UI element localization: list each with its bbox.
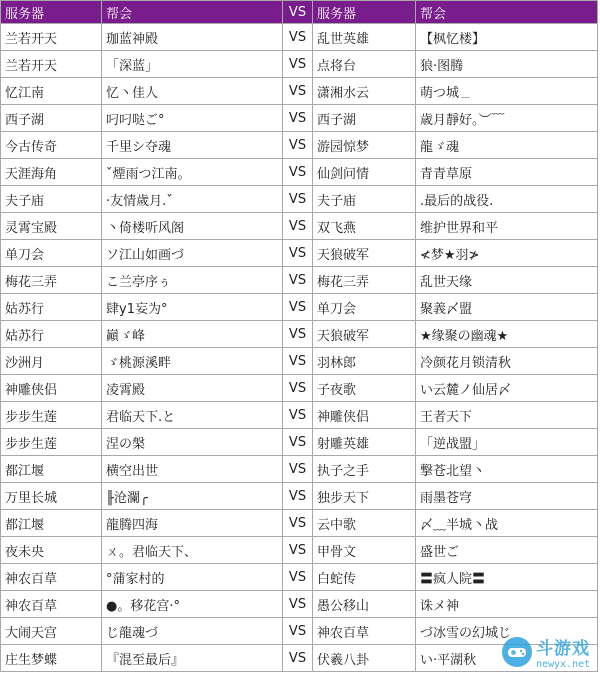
- header-row: [1, 1, 598, 24]
- cell-guild-right: い·平湖秋: [416, 645, 598, 672]
- cell-guild-right: ★缘聚の幽魂★: [416, 321, 598, 348]
- cell-server-right: 乱世英雄: [313, 24, 416, 51]
- cell-vs: VS: [283, 429, 313, 456]
- cell-server-left: 灵霄宝殿: [1, 213, 102, 240]
- cell-guild-left: ㄨ。君临天下、: [102, 537, 283, 564]
- cell-guild-left: 凌霄殿: [102, 375, 283, 402]
- watermark-url: newyx.net: [536, 659, 591, 670]
- cell-vs: VS: [283, 51, 313, 78]
- cell-server-right: 点将台: [313, 51, 416, 78]
- table-row: [1, 186, 598, 213]
- cell-server-right: 甲骨文: [313, 537, 416, 564]
- cell-server-left: 西子湖: [1, 105, 102, 132]
- cell-guild-left: 巓ゞ峰: [102, 321, 283, 348]
- cell-guild-left: 珈蓝神殿: [102, 24, 283, 51]
- cell-guild-right: .最后的战役.: [416, 186, 598, 213]
- cell-server-right: 神农百草: [313, 618, 416, 645]
- cell-server-left: 忆江南: [1, 78, 102, 105]
- cell-guild-left: 「深蓝」: [102, 51, 283, 78]
- cell-vs: VS: [283, 483, 313, 510]
- cell-server-left: 大闹天宫: [1, 618, 102, 645]
- cell-guild-right: 乱世天缘: [416, 267, 598, 294]
- cell-server-left: 兰若开天: [1, 51, 102, 78]
- cell-vs: VS: [283, 321, 313, 348]
- cell-guild-right: 盛世ご: [416, 537, 598, 564]
- table-row: [1, 51, 598, 78]
- cell-guild-left: 龍腾四海: [102, 510, 283, 537]
- table-row: [1, 483, 598, 510]
- cell-guild-left: 忆丶佳人: [102, 78, 283, 105]
- cell-server-right: 游园惊梦: [313, 132, 416, 159]
- table-row: [1, 348, 598, 375]
- cell-guild-left: じ龍魂づ: [102, 618, 283, 645]
- cell-guild-right: 王者天下: [416, 402, 598, 429]
- cell-vs: VS: [283, 510, 313, 537]
- cell-guild-left: 丶倚楼听风阁: [102, 213, 283, 240]
- header-vs: VS: [283, 1, 313, 24]
- cell-server-left: 神雕侠侣: [1, 375, 102, 402]
- cell-guild-right: 诛メ神: [416, 591, 598, 618]
- table-row: [1, 402, 598, 429]
- cell-vs: VS: [283, 132, 313, 159]
- cell-vs: VS: [283, 78, 313, 105]
- cell-server-right: 射雕英雄: [313, 429, 416, 456]
- cell-vs: VS: [283, 240, 313, 267]
- cell-guild-right: 维护世界和平: [416, 213, 598, 240]
- table-row: [1, 213, 598, 240]
- cell-vs: VS: [283, 24, 313, 51]
- table-row: [1, 132, 598, 159]
- table-row: [1, 321, 598, 348]
- gamepad-logo-icon: [500, 635, 534, 669]
- cell-vs: VS: [283, 537, 313, 564]
- cell-vs: VS: [283, 105, 313, 132]
- cell-server-left: 神农百草: [1, 591, 102, 618]
- cell-server-left: 都江堰: [1, 456, 102, 483]
- cell-guild-right: 「逆战盟」: [416, 429, 598, 456]
- header-server-left: 服务器: [1, 1, 102, 24]
- cell-server-left: 兰若开天: [1, 24, 102, 51]
- table-row: [1, 510, 598, 537]
- cell-guild-left: 『混至最后』: [102, 645, 283, 672]
- cell-server-left: 姑苏行: [1, 294, 102, 321]
- cell-server-left: 万里长城: [1, 483, 102, 510]
- cell-guild-left: こ兰亭序ぅ: [102, 267, 283, 294]
- cell-server-left: 步步生莲: [1, 402, 102, 429]
- cell-vs: VS: [283, 564, 313, 591]
- cell-server-right: 天狼破军: [313, 240, 416, 267]
- cell-guild-right: 青青草原: [416, 159, 598, 186]
- cell-server-left: 庄生梦蝶: [1, 645, 102, 672]
- cell-guild-left: ˇ煙雨つ江南。: [102, 159, 283, 186]
- cell-server-right: 梅花三弄: [313, 267, 416, 294]
- cell-server-right: 双飞燕: [313, 213, 416, 240]
- cell-server-right: 独步天下: [313, 483, 416, 510]
- cell-vs: VS: [283, 159, 313, 186]
- table-row: [1, 375, 598, 402]
- table-row: [1, 294, 598, 321]
- cell-vs: VS: [283, 456, 313, 483]
- cell-vs: VS: [283, 267, 313, 294]
- table-row: [1, 591, 598, 618]
- cell-server-left: 今古传奇: [1, 132, 102, 159]
- table-row: [1, 105, 598, 132]
- cell-guild-right: 雨墨苍穹: [416, 483, 598, 510]
- cell-server-left: 单刀会: [1, 240, 102, 267]
- table-row: [1, 564, 598, 591]
- cell-server-right: 神雕侠侣: [313, 402, 416, 429]
- cell-server-right: 伏羲八卦: [313, 645, 416, 672]
- cell-server-left: 夜未央: [1, 537, 102, 564]
- cell-server-right: 云中歌: [313, 510, 416, 537]
- cell-guild-right: 【枫忆楼】: [416, 24, 598, 51]
- cell-guild-right: 聚義〆盟: [416, 294, 598, 321]
- cell-guild-right: い云麓ノ仙居〆: [416, 375, 598, 402]
- cell-vs: VS: [283, 348, 313, 375]
- table-row: [1, 429, 598, 456]
- cell-server-left: 沙洲月: [1, 348, 102, 375]
- cell-vs: VS: [283, 591, 313, 618]
- cell-server-left: 步步生莲: [1, 429, 102, 456]
- table-row: [1, 456, 598, 483]
- site-watermark: [500, 632, 596, 672]
- cell-vs: VS: [283, 213, 313, 240]
- cell-server-right: 天狼破军: [313, 321, 416, 348]
- cell-guild-left: ●。移花宫·°: [102, 591, 283, 618]
- cell-server-right: 白蛇传: [313, 564, 416, 591]
- cell-server-left: 神农百草: [1, 564, 102, 591]
- cell-server-right: 西子湖: [313, 105, 416, 132]
- cell-server-right: 愚公移山: [313, 591, 416, 618]
- cell-guild-left: 千里シ夺魂: [102, 132, 283, 159]
- header-guild-left: 帮会: [102, 1, 283, 24]
- cell-guild-left: ╟沧瀾╭: [102, 483, 283, 510]
- cell-guild-left: ゞ桃源溪畔: [102, 348, 283, 375]
- cell-guild-right: 〓疯人院〓: [416, 564, 598, 591]
- table-row: [1, 240, 598, 267]
- table-row: [1, 537, 598, 564]
- cell-guild-left: ソ江山如画づ: [102, 240, 283, 267]
- cell-guild-right: 萌つ城﹍: [416, 78, 598, 105]
- table-row: [1, 24, 598, 51]
- cell-server-left: 都江堰: [1, 510, 102, 537]
- cell-server-right: 羽林郎: [313, 348, 416, 375]
- cell-guild-right: 龍ゞ魂: [416, 132, 598, 159]
- cell-guild-left: 横空出世: [102, 456, 283, 483]
- cell-guild-left: 叼叼哒ご°: [102, 105, 283, 132]
- table-row: [1, 78, 598, 105]
- header-guild-right: 帮会: [416, 1, 598, 24]
- cell-vs: VS: [283, 186, 313, 213]
- cell-guild-left: 涅の槃: [102, 429, 283, 456]
- cell-server-right: 夫子庙: [313, 186, 416, 213]
- header-server-right: 服务器: [313, 1, 416, 24]
- cell-guild-right: づ冰雪の幻城じ: [416, 618, 598, 645]
- cell-guild-right: 冷颜花月锁清秋: [416, 348, 598, 375]
- table-row: [1, 267, 598, 294]
- cell-server-left: 夫子庙: [1, 186, 102, 213]
- cell-guild-right: 狼·图腾: [416, 51, 598, 78]
- watermark-title: 斗游戏: [536, 639, 590, 659]
- cell-guild-left: °蒲家村的: [102, 564, 283, 591]
- cell-server-right: 单刀会: [313, 294, 416, 321]
- cell-vs: VS: [283, 645, 313, 672]
- cell-server-left: 天涯海角: [1, 159, 102, 186]
- cell-vs: VS: [283, 402, 313, 429]
- cell-guild-right: ≮梦★羽≯: [416, 240, 598, 267]
- cell-guild-left: 君临天下.と: [102, 402, 283, 429]
- cell-server-right: 仙剑问情: [313, 159, 416, 186]
- cell-guild-right: 歳月靜好。︶﹋: [416, 105, 598, 132]
- matchup-body: [1, 24, 598, 672]
- cell-server-left: 姑苏行: [1, 321, 102, 348]
- table-row: [1, 159, 598, 186]
- cell-guild-left: ·友情歲月.ˇ: [102, 186, 283, 213]
- cell-guild-left: 肆у1妄为°: [102, 294, 283, 321]
- cell-vs: VS: [283, 294, 313, 321]
- cell-vs: VS: [283, 618, 313, 645]
- cell-server-right: 子夜歌: [313, 375, 416, 402]
- cell-server-right: 执子之手: [313, 456, 416, 483]
- cell-guild-right: 撃苍北望丶: [416, 456, 598, 483]
- cell-server-left: 梅花三弄: [1, 267, 102, 294]
- cell-server-right: 潇湘水云: [313, 78, 416, 105]
- cell-guild-right: 〆﹏半城丶战: [416, 510, 598, 537]
- cell-vs: VS: [283, 375, 313, 402]
